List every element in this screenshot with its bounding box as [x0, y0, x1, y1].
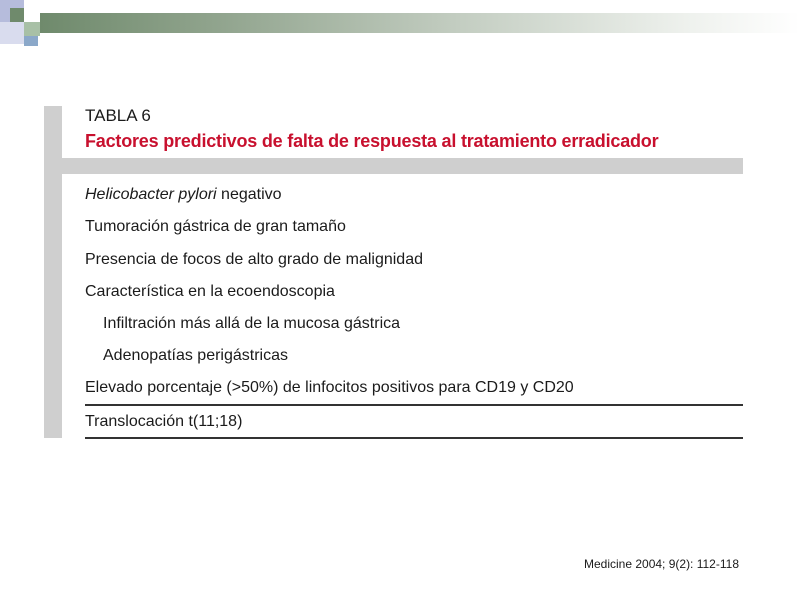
table-bottom-rule	[85, 437, 743, 439]
table-row-sub: Infiltración más allá de la mucosa gástrica	[103, 315, 401, 332]
decor-square	[24, 22, 40, 36]
table-row: Presencia de focos de alto grado de malignidad	[85, 251, 423, 268]
decor-square	[10, 8, 24, 22]
decor-square	[24, 36, 38, 46]
table-row: Característica en la ecoendoscopia	[85, 283, 335, 300]
table-row: Elevado porcentaje (>50%) de linfocitos positivos para CD19 y CD20	[85, 379, 574, 396]
table-rule	[85, 404, 743, 406]
row-italic-term: Helicobacter pylori	[85, 186, 217, 203]
table-label: TABLA 6	[85, 106, 151, 125]
table-row	[85, 186, 282, 204]
table-title: Factores predictivos de falta de respuesta al tratamiento erradicador	[85, 131, 659, 151]
table-left-bar	[44, 106, 62, 438]
table-row-sub: Adenopatías perigástricas	[103, 347, 288, 364]
table-header-band	[62, 158, 743, 174]
table-row: Translocación t(11;18)	[85, 413, 243, 430]
table-row: Tumoración gástrica de gran tamaño	[85, 218, 346, 235]
decor-square	[0, 22, 24, 44]
citation: Medicine 2004; 9(2): 112-118	[584, 557, 739, 571]
row-text: negativo	[216, 186, 282, 203]
header-gradient-bar	[40, 13, 800, 33]
